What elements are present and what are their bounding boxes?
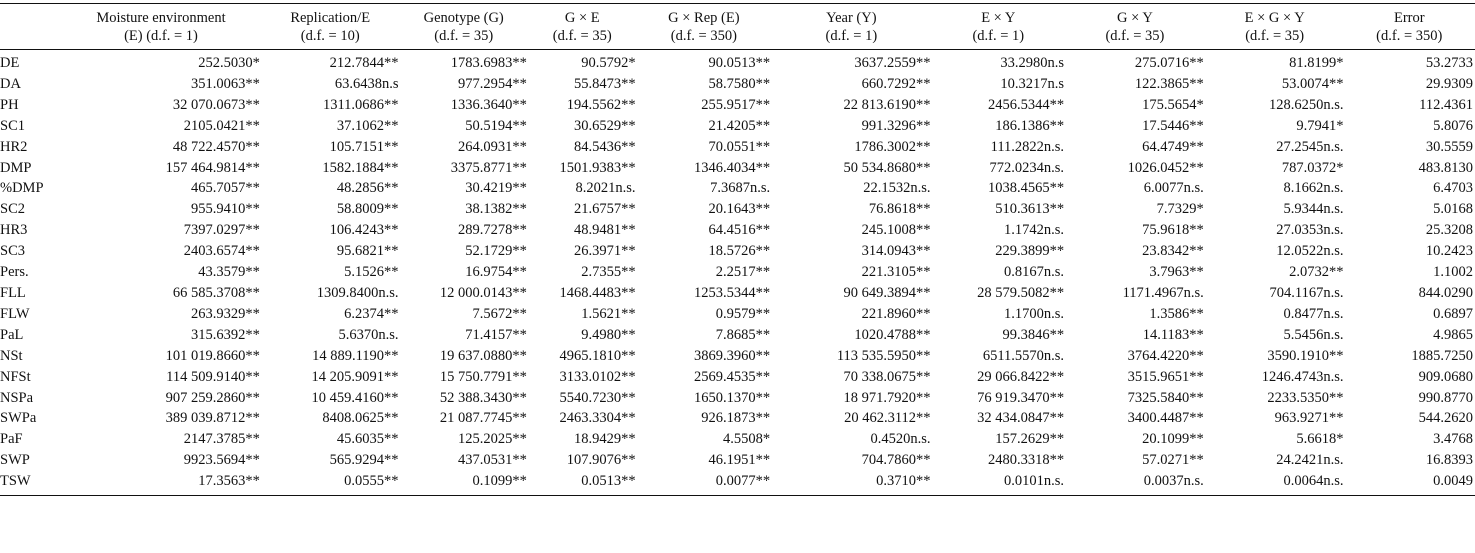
mean-square-cell: 21 087.7745**: [439, 410, 527, 427]
mean-square-cell: 5540.7230**: [559, 389, 636, 406]
mean-square-cell: 28 579.5082**: [977, 284, 1065, 301]
mean-square-cell: 1468.4483**: [559, 284, 636, 301]
table-row: [0, 304, 1475, 325]
table-row: [0, 325, 1475, 346]
mean-square-cell: 351.0063**: [190, 75, 260, 92]
mean-square-cell: 3869.3960**: [693, 347, 771, 364]
mean-square-cell: 55.8473**: [573, 75, 636, 92]
mean-square-cell: 5.5456n.s.: [1283, 326, 1344, 343]
mean-square-cell: 2569.4535**: [693, 368, 771, 385]
mean-square-cell: 3637.2559**: [854, 55, 931, 71]
mean-square-cell: 465.7057**: [190, 180, 260, 197]
mean-square-cell: 1783.6983**: [450, 55, 527, 71]
mean-square-cell: 1501.9383**: [559, 159, 636, 176]
mean-square-cell: 23.8342**: [1142, 243, 1204, 260]
mean-square-cell: 252.5030*: [198, 55, 260, 71]
mean-square-cell: 27.2545n.s.: [1276, 138, 1344, 155]
mean-square-cell: 264.0931**: [458, 138, 527, 155]
mean-square-cell: 289.7278**: [458, 222, 527, 239]
mean-square-cell: 90 649.3894**: [843, 284, 931, 301]
mean-square-cell: 1.5621**: [581, 305, 636, 322]
mean-square-cell: 1171.4967n.s.: [1122, 284, 1204, 301]
mean-square-cell: 17.5446**: [1142, 117, 1204, 134]
mean-square-cell: 111.2822n.s.: [990, 138, 1065, 155]
mean-square-cell: 22.1532n.s.: [863, 180, 931, 197]
mean-square-cell: 38.1382**: [465, 201, 527, 218]
mean-square-cell: 16.9754**: [465, 264, 527, 281]
mean-square-cell: 64.4516**: [708, 222, 771, 239]
mean-square-cell: 50.5194**: [465, 117, 527, 134]
column-header-line2: (d.f. = 350): [670, 28, 737, 44]
mean-square-cell: 4965.1810**: [559, 347, 636, 364]
mean-square-cell: 1246.4743n.s.: [1261, 368, 1344, 385]
mean-square-cell: 75.9618**: [1142, 222, 1204, 239]
mean-square-cell: 6.0077n.s.: [1143, 180, 1204, 197]
mean-square-cell: 221.3105**: [861, 264, 931, 281]
mean-square-cell: 157.2629**: [995, 431, 1065, 448]
mean-square-cell: 125.2025**: [458, 431, 527, 448]
table-row: [0, 116, 1475, 137]
table-row: [0, 367, 1475, 388]
mean-square-cell: 3400.4487**: [1127, 410, 1204, 427]
mean-square-cell: 10.2423: [1425, 243, 1473, 260]
column-header-line2: (d.f. = 350): [1376, 28, 1443, 44]
mean-square-cell: 3.7963**: [1149, 264, 1204, 281]
mean-square-cell: 9923.5694**: [183, 452, 260, 469]
trait-cell: PH: [0, 96, 19, 113]
mean-square-cell: 1.1700n.s.: [1004, 305, 1065, 322]
mean-square-cell: 122.3865**: [1134, 75, 1204, 92]
mean-square-cell: 14 205.9091**: [311, 368, 399, 385]
column-header: [933, 4, 1067, 50]
mean-square-cell: 255.9517**: [701, 96, 771, 113]
mean-square-cell: 112.4361: [1419, 96, 1473, 113]
mean-square-cell: 4.9865: [1433, 326, 1473, 343]
trait-cell: SC3: [0, 243, 25, 260]
mean-square-cell: 2233.5350**: [1267, 389, 1344, 406]
mean-square-cell: 2403.6574**: [183, 243, 260, 260]
mean-square-cell: 53.0074**: [1281, 75, 1344, 92]
column-header-trait: [0, 4, 62, 50]
mean-square-cell: 5.6618*: [1296, 431, 1344, 448]
table-row: [0, 50, 1475, 74]
mean-square-cell: 37.1062**: [336, 117, 399, 134]
mean-square-cell: 3133.0102**: [559, 368, 636, 385]
mean-square-cell: 90.0513**: [708, 55, 771, 71]
mean-square-cell: 4.5508*: [722, 431, 771, 448]
mean-square-cell: 9.4980**: [581, 326, 636, 343]
mean-square-cell: 6.2374**: [344, 305, 399, 322]
mean-square-cell: 0.8477n.s.: [1283, 305, 1344, 322]
mean-square-cell: 29 066.8422**: [977, 368, 1065, 385]
mean-square-cell: 437.0531**: [458, 452, 527, 469]
mean-square-cell: 1253.5344**: [693, 284, 771, 301]
mean-square-cell: 30.6529**: [573, 117, 636, 134]
mean-square-cell: 2456.5344**: [987, 96, 1065, 113]
mean-square-cell: 26.3971**: [573, 243, 636, 260]
column-header-line1: E × G × Y: [1244, 10, 1305, 26]
mean-square-cell: 52.1729**: [465, 243, 527, 260]
mean-square-cell: 7397.0297**: [183, 222, 260, 239]
mean-square-cell: 844.0290: [1418, 284, 1473, 301]
mean-square-cell: 2.2517**: [715, 264, 771, 281]
table-row: [0, 74, 1475, 95]
trait-cell: SC2: [0, 201, 25, 218]
column-header-line2: (d.f. = 10): [300, 28, 360, 44]
mean-square-cell: 0.0077**: [638, 471, 773, 495]
mean-square-cell: 2.7355**: [581, 264, 636, 281]
mean-square-cell: 0.1099**: [401, 471, 529, 495]
mean-square-cell: 275.0716**: [1134, 55, 1204, 71]
table-row: [0, 408, 1475, 429]
column-header-line2: (E) (d.f. = 1): [124, 28, 198, 44]
column-header: [1206, 4, 1346, 50]
mean-square-cell: 1346.4034**: [693, 159, 771, 176]
trait-cell: SWPa: [0, 410, 37, 427]
mean-square-cell: 101 019.8660**: [165, 347, 260, 364]
mean-square-cell: 14.1183**: [1142, 326, 1204, 343]
column-header-line1: Replication/E: [290, 10, 371, 26]
mean-square-cell: 76 919.3470**: [977, 389, 1065, 406]
mean-square-cell: 21.6757**: [573, 201, 636, 218]
mean-square-cell: 2147.3785**: [183, 431, 260, 448]
mean-square-cell: 3590.1910**: [1267, 347, 1344, 364]
mean-square-cell: 5.8076: [1433, 117, 1473, 134]
mean-square-cell: 1038.4565**: [987, 180, 1065, 197]
mean-square-cell: 27.0353n.s.: [1276, 222, 1344, 239]
mean-square-cell: 7.7329*: [1156, 201, 1204, 218]
mean-square-cell: 2.0732**: [1289, 264, 1344, 281]
trait-cell: TSW: [0, 471, 62, 495]
trait-cell: Pers.: [0, 264, 29, 281]
column-header: [529, 4, 638, 50]
mean-square-cell: 1885.7250: [1411, 347, 1473, 364]
mean-square-cell: 3.4768: [1433, 431, 1473, 448]
mean-square-cell: 704.7860**: [861, 452, 931, 469]
mean-square-cell: 1582.1884**: [322, 159, 399, 176]
mean-square-cell: 30.5559: [1425, 138, 1473, 155]
mean-square-cell: 18.9429**: [573, 431, 636, 448]
mean-square-cell: 8408.0625**: [322, 410, 399, 427]
mean-square-cell: 107.9076**: [566, 452, 636, 469]
table-row: [0, 199, 1475, 220]
mean-square-cell: 45.6035**: [336, 431, 399, 448]
table-row: [0, 346, 1475, 367]
mean-square-cell: 113 535.5950**: [836, 347, 931, 364]
column-header-line1: Moisture environment: [96, 10, 226, 26]
column-header: [401, 4, 529, 50]
mean-square-cell: 963.9271**: [1274, 410, 1344, 427]
table-header: [0, 4, 1475, 50]
trait-cell: PaF: [0, 431, 23, 448]
mean-square-cell: 157 464.9814**: [165, 159, 260, 176]
mean-square-cell: 14 889.1190**: [312, 347, 399, 364]
mean-square-cell: 5.6370n.s.: [338, 326, 399, 343]
mean-square-cell: 565.9294**: [329, 452, 399, 469]
mean-square-cell: 0.9579**: [715, 305, 771, 322]
mean-square-cell: 0.0101n.s.: [933, 471, 1067, 495]
mean-square-cell: 20.1643**: [708, 201, 771, 218]
table-row: [0, 220, 1475, 241]
mean-square-cell: 907 259.2860**: [165, 389, 260, 406]
column-header: [1066, 4, 1206, 50]
mean-square-cell: 21.4205**: [708, 117, 771, 134]
mean-square-cell: 175.5654*: [1142, 96, 1204, 113]
mean-square-cell: 7.5672**: [472, 305, 527, 322]
mean-square-cell: 70 338.0675**: [843, 368, 931, 385]
table-row: [0, 95, 1475, 116]
mean-square-cell: 7.3687n.s.: [710, 180, 771, 197]
mean-square-cell: 105.7151**: [329, 138, 399, 155]
mean-square-cell: 17.3563**: [62, 471, 262, 495]
trait-cell: SWP: [0, 452, 30, 469]
mean-square-cell: 1650.1370**: [693, 389, 771, 406]
mean-square-cell: 314.0943**: [861, 243, 931, 260]
column-header-line1: Error: [1393, 10, 1425, 26]
mean-square-cell: 955.9410**: [190, 201, 260, 218]
mean-square-cell: 57.0271**: [1142, 452, 1204, 469]
mean-square-cell: 977.2954**: [458, 75, 527, 92]
mean-square-cell: 22 813.6190**: [843, 96, 931, 113]
table-row: [0, 262, 1475, 283]
mean-square-cell: 1336.3640**: [450, 96, 527, 113]
column-header-line1: E × Y: [981, 10, 1016, 26]
trait-cell: FLL: [0, 284, 26, 301]
column-header-line2: (d.f. = 1): [972, 28, 1025, 44]
mean-square-cell: 0.0049: [1346, 471, 1475, 495]
mean-square-cell: 1020.4788**: [854, 326, 931, 343]
mean-square-cell: 0.4520n.s.: [870, 431, 931, 448]
trait-cell: PaL: [0, 326, 24, 343]
mean-square-cell: 0.3710**: [772, 471, 932, 495]
mean-square-cell: 12 000.0143**: [439, 284, 527, 301]
mean-square-cell: 32 070.0673**: [172, 96, 260, 113]
mean-square-cell: 389 039.8712**: [165, 410, 260, 427]
mean-square-cell: 114 509.9140**: [166, 368, 260, 385]
trait-cell: HR3: [0, 222, 28, 239]
mean-square-cell: 186.1386**: [995, 117, 1065, 134]
mean-square-cell: 1.1002: [1433, 264, 1473, 281]
mean-square-cell: 3764.4220**: [1127, 347, 1204, 364]
trait-cell: SC1: [0, 117, 25, 134]
mean-square-cell: 66 585.3708**: [172, 284, 260, 301]
mean-square-cell: 32 434.0847**: [977, 410, 1065, 427]
column-header: [638, 4, 773, 50]
trait-cell: DMP: [0, 159, 32, 176]
mean-square-cell: 18 971.7920**: [843, 389, 931, 406]
mean-square-cell: 48.9481**: [573, 222, 636, 239]
mean-square-cell: 19 637.0880**: [439, 347, 527, 364]
mean-square-cell: 0.0037n.s.: [1066, 471, 1206, 495]
mean-square-cell: 194.5562**: [566, 96, 636, 113]
table-row: [0, 178, 1475, 199]
mean-square-cell: 704.1167n.s.: [1269, 284, 1344, 301]
mean-square-cell: 483.8130: [1418, 159, 1473, 176]
trait-cell: DE: [0, 55, 20, 71]
mean-square-cell: 8.1662n.s.: [1283, 180, 1344, 197]
mean-square-cell: 1309.8400n.s.: [316, 284, 399, 301]
mean-square-cell: 43.3579**: [198, 264, 260, 281]
mean-square-cell: 7325.5840**: [1127, 389, 1204, 406]
mean-square-cell: 2463.3304**: [559, 410, 636, 427]
mean-square-cell: 245.1008**: [861, 222, 931, 239]
anova-table: [0, 3, 1475, 496]
mean-square-cell: 30.4219**: [465, 180, 527, 197]
mean-square-cell: 58.7580**: [708, 75, 771, 92]
mean-square-cell: 84.5436**: [573, 138, 636, 155]
mean-square-cell: 48 722.4570**: [172, 138, 260, 155]
mean-square-cell: 991.3296**: [861, 117, 931, 134]
mean-square-cell: 3515.9651**: [1127, 368, 1204, 385]
mean-square-cell: 15 750.7791**: [439, 368, 527, 385]
column-header-line2: (d.f. = 35): [1245, 28, 1305, 44]
mean-square-cell: 0.6897: [1433, 305, 1473, 322]
mean-square-cell: 1.3586**: [1149, 305, 1204, 322]
header-row: [0, 4, 1475, 50]
mean-square-cell: 64.4749**: [1142, 138, 1204, 155]
mean-square-cell: 1311.0686**: [322, 96, 399, 113]
column-header-line1: Genotype (G): [423, 10, 504, 26]
mean-square-cell: 0.0513**: [529, 471, 638, 495]
table-body: [0, 50, 1475, 496]
mean-square-cell: 909.0680: [1418, 368, 1473, 385]
mean-square-cell: 5.1526**: [344, 264, 399, 281]
column-header-line2: (d.f. = 1): [825, 28, 878, 44]
mean-square-cell: 128.6250n.s.: [1269, 96, 1344, 113]
mean-square-cell: 6.4703: [1433, 180, 1473, 197]
mean-square-cell: 58.8009**: [336, 201, 399, 218]
mean-square-cell: 229.3899**: [995, 243, 1065, 260]
table-row: [0, 283, 1475, 304]
table-row: [0, 158, 1475, 179]
column-header-line2: (d.f. = 35): [434, 28, 494, 44]
table-row: [0, 450, 1475, 471]
mean-square-cell: 76.8618**: [868, 201, 931, 218]
mean-square-cell: 5.9344n.s.: [1283, 201, 1344, 218]
mean-square-cell: 3375.8771**: [450, 159, 527, 176]
trait-cell: %DMP: [0, 180, 44, 197]
mean-square-cell: 0.8167n.s.: [1004, 264, 1065, 281]
mean-square-cell: 10 459.4160**: [311, 389, 399, 406]
column-header-line1: G × Y: [1117, 10, 1153, 26]
mean-square-cell: 510.3613**: [995, 201, 1065, 218]
mean-square-cell: 212.7844**: [329, 55, 399, 71]
mean-square-cell: 63.6438n.s: [334, 75, 399, 92]
mean-square-cell: 99.3846**: [1002, 326, 1065, 343]
mean-square-cell: 787.0372*: [1281, 159, 1344, 176]
trait-cell: NSPa: [0, 389, 34, 406]
mean-square-cell: 2480.3318**: [987, 452, 1065, 469]
trait-cell: FLW: [0, 305, 30, 322]
mean-square-cell: 660.7292**: [861, 75, 931, 92]
mean-square-cell: 70.0551**: [708, 138, 771, 155]
mean-square-cell: 315.6392**: [190, 326, 260, 343]
mean-square-cell: 263.9329**: [190, 305, 260, 322]
mean-square-cell: 16.8393: [1425, 452, 1473, 469]
mean-square-cell: 53.2733: [1425, 55, 1473, 71]
mean-square-cell: 6511.5570n.s.: [982, 347, 1065, 364]
column-header: [62, 4, 262, 50]
mean-square-cell: 24.2421n.s.: [1276, 452, 1344, 469]
trait-cell: DA: [0, 75, 21, 92]
column-header-line1: G × E: [564, 10, 600, 26]
mean-square-cell: 33.2980n.s: [1000, 55, 1065, 71]
mean-square-cell: 81.8199*: [1289, 55, 1344, 71]
mean-square-cell: 106.4243**: [329, 222, 399, 239]
column-header-line1: Year (Y): [826, 10, 877, 26]
column-header: [1346, 4, 1475, 50]
mean-square-cell: 8.2021n.s.: [575, 180, 636, 197]
mean-square-cell: 1.1742n.s.: [1004, 222, 1065, 239]
column-header-line2: (d.f. = 35): [1105, 28, 1165, 44]
mean-square-cell: 46.1951**: [708, 452, 771, 469]
table-row: [0, 471, 1475, 495]
mean-square-cell: 52 388.3430**: [439, 389, 527, 406]
mean-square-cell: 7.8685**: [715, 326, 771, 343]
mean-square-cell: 10.3217n.s: [1000, 75, 1065, 92]
mean-square-cell: 221.8960**: [861, 305, 931, 322]
mean-square-cell: 20.1099**: [1142, 431, 1204, 448]
table-row: [0, 429, 1475, 450]
mean-square-cell: 18.5726**: [708, 243, 771, 260]
mean-square-cell: 2105.0421**: [183, 117, 260, 134]
table-row: [0, 137, 1475, 158]
column-header-line1: G × Rep (E): [668, 10, 740, 26]
mean-square-cell: 9.7941*: [1296, 117, 1344, 134]
mean-square-cell: 926.1873**: [701, 410, 771, 427]
mean-square-cell: 0.0064n.s.: [1206, 471, 1346, 495]
mean-square-cell: 50 534.8680**: [843, 159, 931, 176]
mean-square-cell: 0.0555**: [262, 471, 401, 495]
mean-square-cell: 990.8770: [1418, 389, 1473, 406]
trait-cell: HR2: [0, 138, 28, 155]
column-header: [262, 4, 401, 50]
mean-square-cell: 25.3208: [1425, 222, 1473, 239]
mean-square-cell: 90.5792*: [581, 55, 636, 71]
mean-square-cell: 1026.0452**: [1127, 159, 1204, 176]
mean-square-cell: 48.2856**: [336, 180, 399, 197]
mean-square-cell: 1786.3002**: [854, 138, 931, 155]
mean-square-cell: 772.0234n.s.: [989, 159, 1065, 176]
trait-cell: NSt: [0, 347, 23, 364]
mean-square-cell: 95.6821**: [336, 243, 399, 260]
trait-cell: NFSt: [0, 368, 31, 385]
table-row: [0, 388, 1475, 409]
mean-square-cell: 29.9309: [1425, 75, 1473, 92]
mean-square-cell: 12.0522n.s.: [1276, 243, 1344, 260]
column-header: [772, 4, 932, 50]
mean-square-cell: 544.2620: [1418, 410, 1473, 427]
mean-square-cell: 5.0168: [1433, 201, 1473, 218]
table-row: [0, 241, 1475, 262]
column-header-line2: (d.f. = 35): [552, 28, 612, 44]
mean-square-cell: 71.4157**: [465, 326, 527, 343]
mean-square-cell: 20 462.3112**: [844, 410, 931, 427]
